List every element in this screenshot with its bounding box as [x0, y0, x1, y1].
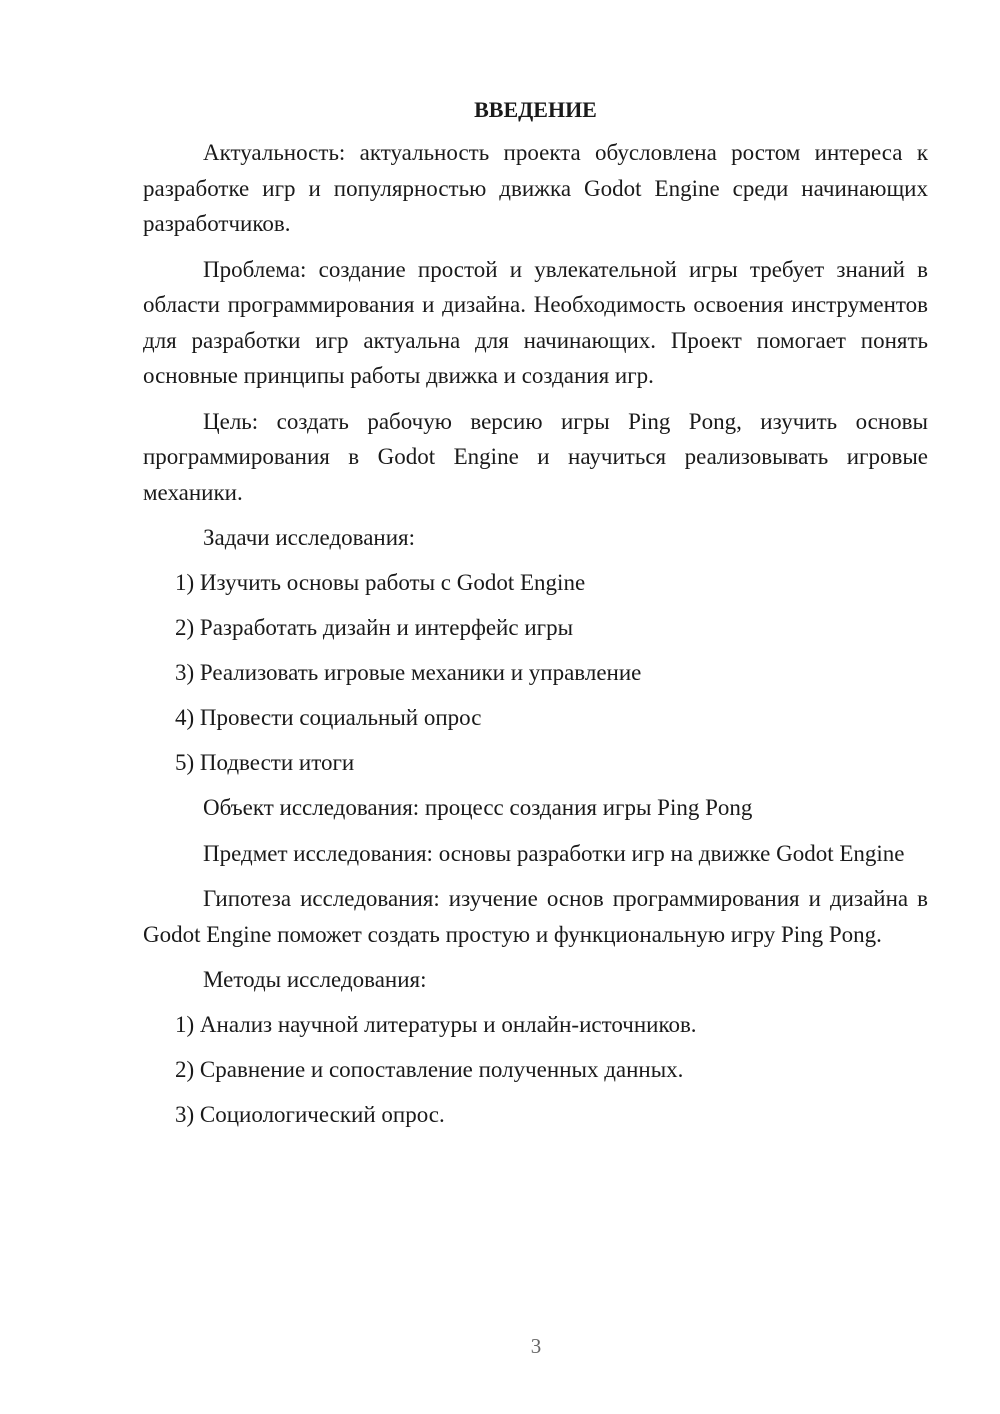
goal-paragraph: Цель: создать рабочую версию игры Ping Pong, изучить основы программирования в Godot Engine и научиться реализовывать игровые механики.	[143, 408, 928, 505]
task-item: 2) Разработать дизайн и интерфейс игры	[175, 615, 574, 640]
method-item: 3) Социологический опрос.	[175, 1102, 445, 1127]
section-title: ВВЕДЕНИЕ	[474, 97, 597, 122]
tasks-list	[143, 565, 928, 780]
hypothesis-paragraph: Гипотеза исследования: изучение основ программирования и дизайна в Godot Engine поможет создать простую и функциональную игру Ping Pong.	[143, 886, 928, 947]
relevance-paragraph: Актуальность: актуальность проекта обусловлена ростом интереса к разработке игр и популярностью движка Godot Engine среди начинающих разработчиков.	[143, 140, 928, 236]
task-item: 1) Изучить основы работы с Godot Engine	[175, 570, 586, 595]
tasks-heading: Задачи исследования:	[203, 525, 416, 550]
method-item: 2) Сравнение и сопоставление полученных данных.	[175, 1057, 684, 1082]
task-item: 4) Провести социальный опрос	[175, 705, 482, 730]
methods-heading: Методы исследования:	[203, 967, 427, 992]
page-number: 3	[530, 1334, 542, 1358]
subject-paragraph: Предмет исследования: основы разработки игр на движке Godot Engine	[203, 840, 905, 866]
object-paragraph: Объект исследования: процесс создания игры Ping Pong	[203, 795, 753, 820]
methods-list	[143, 1007, 928, 1132]
task-item: 3) Реализовать игровые механики и управление	[175, 660, 642, 685]
method-item: 1) Анализ научной литературы и онлайн-источников.	[175, 1012, 697, 1037]
task-item: 5) Подвести итоги	[175, 750, 355, 775]
problem-paragraph: Проблема: создание простой и увлекательной игры требует знаний в области программирования и дизайна. Необходимость освоения инструментов для разработки игр актуальна для начинающих. Проект помогает понять основные принципы работы движка и создания игр.	[143, 256, 928, 388]
page-content	[143, 94, 928, 1142]
